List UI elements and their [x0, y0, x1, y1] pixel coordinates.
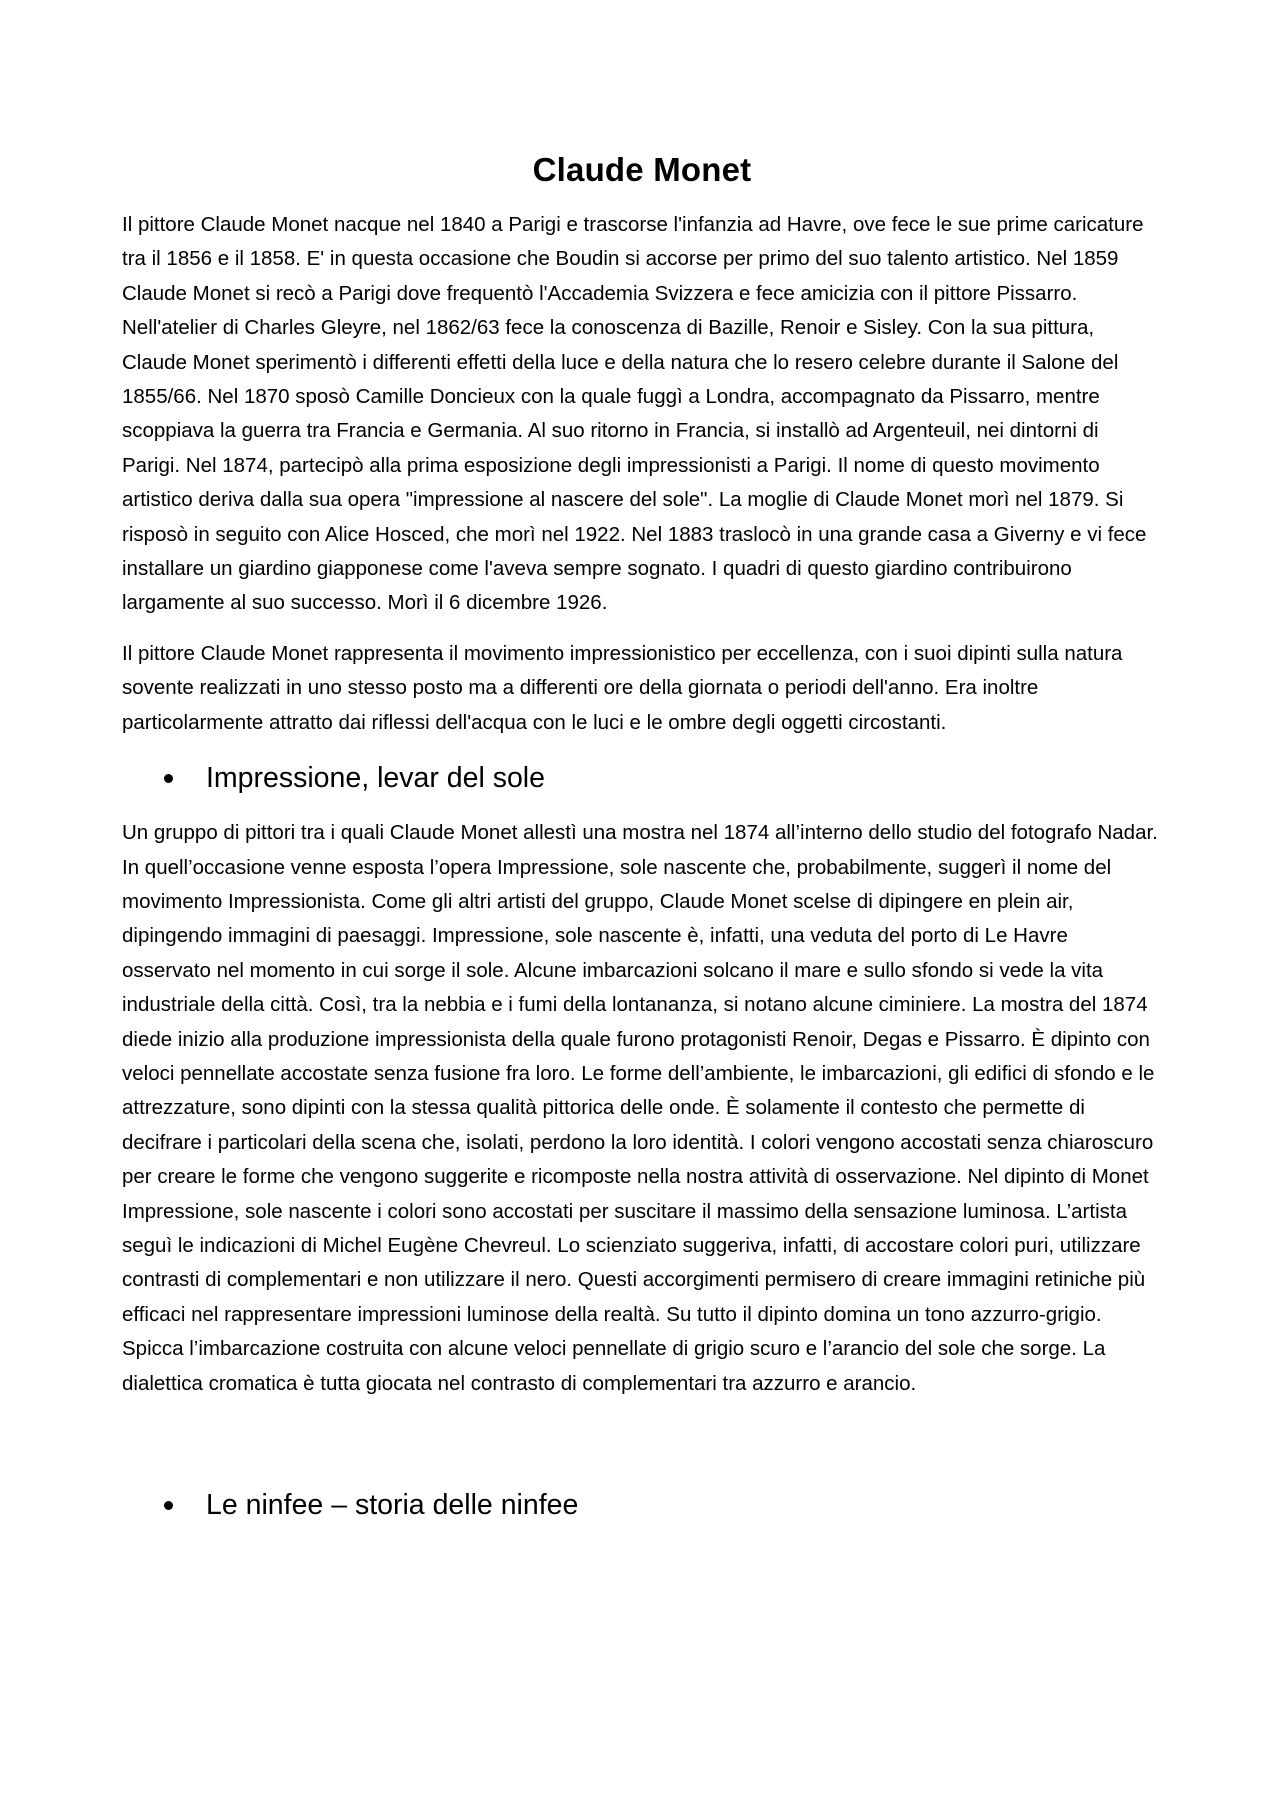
section-heading-impressione	[122, 758, 1162, 798]
section-heading-ninfee	[122, 1485, 1162, 1525]
section-heading-impressione-text: Impressione, levar del sole	[206, 762, 545, 795]
paragraph-intro-biography: Il pittore Claude Monet nacque nel 1840 a Parigi e trascorse l'infanzia ad Havre, ove fece le sue prime caricature tra il 1856 e il 1858. E' in questa occasione che Boudin si accorse per primo del suo talento artistico. Nel 1859 Claude Monet si recò a Parigi dove frequentò l'Accademia Svizzera e fece amicizia con il pittore Pissarro. Nell'atelier di Charles Gleyre, nel 1862/63 fece la conoscenza di Bazille, Renoir e Sisley. Con la sua pittura, Claude Monet sperimentò i differenti effetti della luce e della natura che lo resero celebre durante il Salone del 1855/66. Nel 1870 sposò Camille Doncieux con la quale fuggì a Londra, accompagnato da Pissarro, mentre scoppiava la guerra tra Francia e Germania. Al suo ritorno in Francia, si installò ad Argenteuil, nei dintorni di Parigi. Nel 1874, partecipò alla prima esposizione degli impressionisti a Parigi. Il nome di questo movimento artistico deriva dalla sua opera "impressione al nascere del sole". La moglie di Claude Monet morì nel 1879. Si risposò in seguito con Alice Hosced, che morì nel 1922. Nel 1883 traslocò in una grande casa a Giverny e vi fece installare un giardino giapponese come l'aveva sempre sognato. I quadri di questo giardino contribuirono largamente al suo successo. Morì il 6 dicembre 1926.	[122, 213, 1147, 615]
bullet-icon	[164, 1501, 173, 1510]
paragraph-impressione: Un gruppo di pittori tra i quali Claude Monet allestì una mostra nel 1874 all’interno dello studio del fotografo Nadar. In quell’occasione venne esposta l’opera Impressione, sole nascente che, probabilmente, suggerì il nome del movimento Impressionista. Come gli altri artisti del gruppo, Claude Monet scelse di dipingere en plein air, dipingendo immagini di paesaggi. Impressione, sole nascente è, infatti, una veduta del porto di Le Havre osservato nel momento in cui sorge il sole. Alcune imbarcazioni solcano il mare e sullo sfondo si vede la vita industriale della città. Così, tra la nebbia e i fumi della lontananza, si notano alcune ciminiere. La mostra del 1874 diede inizio alla produzione impressionista della quale furono protagonisti Renoir, Degas e Pissarro. È dipinto con veloci pennellate accostate senza fusione fra loro. Le forme dell’ambiente, le imbarcazioni, gli edifici di sfondo e le attrezzature, sono dipinti con la stessa qualità pittorica delle onde. È solamente il contesto che permette di decifrare i particolari della scena che, isolati, perdono la loro identità. I colori vengono accostati senza chiaroscuro per creare le forme che vengono suggerite e ricomposte nella nostra attività di osservazione. Nel dipinto di Monet Impressione, sole nascente i colori sono accostati per suscitare il massimo della sensazione luminosa. L’artista seguì le indicazioni di Michel Eugène Chevreul. Lo scienziato suggeriva, infatti, di accostare colori puri, utilizzare contrasti di complementari e non utilizzare il nero. Questi accorgimenti permisero di creare immagini retiniche più efficaci nel rappresentare impressioni luminose della realtà. Su tutto il dipinto domina un tono azzurro-grigio. Spicca l’imbarcazione costruita con alcune veloci pennellate di grigio scuro e l’arancio del sole che sorge. La dialettica cromatica è tutta giocata nel contrasto di complementari tra azzurro e arancio.	[122, 821, 1158, 1395]
bullet-icon	[164, 774, 173, 783]
spacer	[122, 1417, 1162, 1467]
page-title: Claude Monet	[532, 151, 752, 188]
paragraph-intro-style: Il pittore Claude Monet rappresenta il movimento impressionistico per eccellenza, con i suoi dipinti sulla natura sovente realizzati in uno stesso posto ma a differenti ore della giornata o periodi dell'anno. Era inoltre particolarmente attratto dai riflessi dell'acqua con le luci e le ombre degli oggetti circostanti.	[122, 641, 1123, 734]
section-heading-ninfee-text: Le ninfee – storia delle ninfee	[206, 1489, 579, 1521]
